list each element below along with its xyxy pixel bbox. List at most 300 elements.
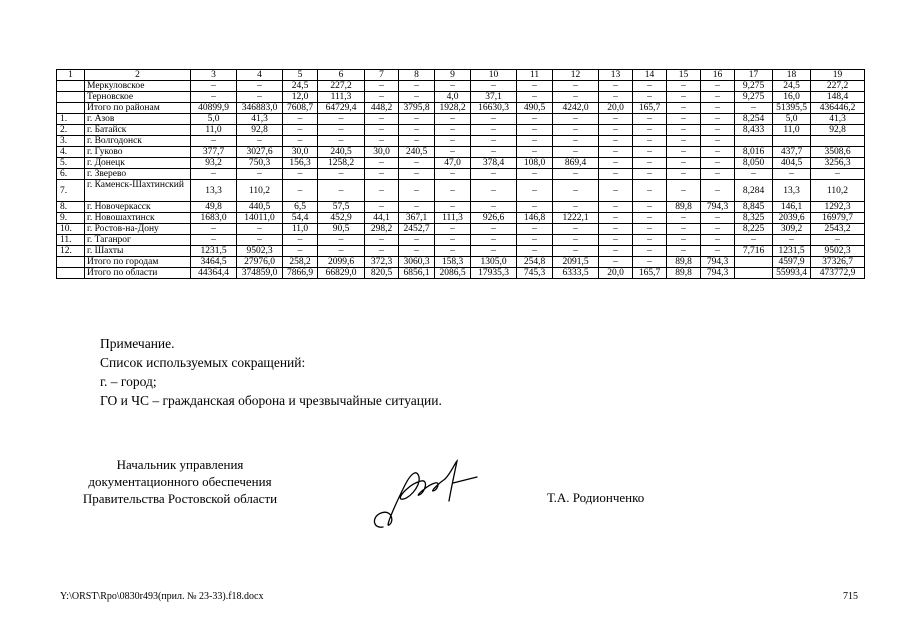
column-number-cell: 18 <box>773 70 811 81</box>
value-cell: 2039,6 <box>773 213 811 224</box>
value-cell: – <box>553 169 599 180</box>
row-name-cell: Меркуловское <box>85 81 191 92</box>
value-cell: 20,0 <box>599 268 633 279</box>
value-cell: – <box>553 136 599 147</box>
value-cell: 7866,9 <box>283 268 318 279</box>
signatory-title <box>60 456 300 507</box>
value-cell: – <box>633 81 667 92</box>
value-cell: – <box>633 147 667 158</box>
column-number-cell: 14 <box>633 70 667 81</box>
value-cell: 66829,0 <box>318 268 365 279</box>
value-cell: – <box>701 180 735 202</box>
value-cell: 41,3 <box>811 114 865 125</box>
value-cell: – <box>435 246 471 257</box>
value-cell: – <box>633 125 667 136</box>
signatory-line: документационного обеспечения <box>88 474 272 489</box>
value-cell: – <box>633 136 667 147</box>
column-number-cell: 1 <box>57 70 85 81</box>
value-cell: – <box>599 81 633 92</box>
value-cell: – <box>599 92 633 103</box>
value-cell: 240,5 <box>399 147 435 158</box>
value-cell: 926,6 <box>471 213 517 224</box>
row-index-cell: 3. <box>57 136 85 147</box>
value-cell: 2543,2 <box>811 224 865 235</box>
value-cell: 794,3 <box>701 268 735 279</box>
table-row <box>57 257 865 268</box>
value-cell: – <box>633 114 667 125</box>
value-cell: – <box>191 92 237 103</box>
value-cell: – <box>633 202 667 213</box>
value-cell: 9,275 <box>735 92 773 103</box>
value-cell: – <box>399 136 435 147</box>
value-cell: – <box>599 158 633 169</box>
row-index-cell: 4. <box>57 147 85 158</box>
value-cell: 227,2 <box>318 81 365 92</box>
value-cell: 1231,5 <box>773 246 811 257</box>
table-row <box>57 125 865 136</box>
value-cell: – <box>667 246 701 257</box>
value-cell: – <box>237 92 283 103</box>
value-cell: 111,3 <box>318 92 365 103</box>
column-number-cell: 10 <box>471 70 517 81</box>
row-name-cell: г. Ростов-на-Дону <box>85 224 191 235</box>
value-cell: – <box>633 180 667 202</box>
value-cell: – <box>191 136 237 147</box>
value-cell: 473772,9 <box>811 268 865 279</box>
value-cell: 3795,8 <box>399 103 435 114</box>
value-cell: – <box>237 136 283 147</box>
value-cell: – <box>667 169 701 180</box>
value-cell: 16630,3 <box>471 103 517 114</box>
value-cell: 298,2 <box>365 224 399 235</box>
value-cell: – <box>599 114 633 125</box>
value-cell: 448,2 <box>365 103 399 114</box>
value-cell: – <box>365 114 399 125</box>
row-name-cell: г. Волгодонск <box>85 136 191 147</box>
value-cell: 820,5 <box>365 268 399 279</box>
value-cell: – <box>667 92 701 103</box>
value-cell: – <box>701 114 735 125</box>
value-cell: 437,7 <box>773 147 811 158</box>
value-cell: – <box>633 92 667 103</box>
value-cell: 110,2 <box>811 180 865 202</box>
value-cell: – <box>599 213 633 224</box>
value-cell: 1222,1 <box>553 213 599 224</box>
value-cell: – <box>553 92 599 103</box>
value-cell: – <box>701 136 735 147</box>
value-cell: – <box>435 147 471 158</box>
value-cell: – <box>435 125 471 136</box>
value-cell: 374859,0 <box>237 268 283 279</box>
column-number-cell: 17 <box>735 70 773 81</box>
value-cell: – <box>633 257 667 268</box>
value-cell: – <box>811 169 865 180</box>
value-cell: 367,1 <box>399 213 435 224</box>
value-cell: – <box>517 92 553 103</box>
value-cell: – <box>283 136 318 147</box>
value-cell: – <box>517 125 553 136</box>
value-cell: – <box>365 202 399 213</box>
value-cell: 110,2 <box>237 180 283 202</box>
value-cell: – <box>237 235 283 246</box>
value-cell: 9,275 <box>735 81 773 92</box>
row-name-cell: г. Азов <box>85 114 191 125</box>
value-cell: 41,3 <box>237 114 283 125</box>
table-row <box>57 180 865 202</box>
value-cell: – <box>599 125 633 136</box>
value-cell: – <box>773 235 811 246</box>
row-name-cell: г. Новошахтинск <box>85 213 191 224</box>
value-cell: – <box>667 125 701 136</box>
value-cell: – <box>365 169 399 180</box>
value-cell: 27976,0 <box>237 257 283 268</box>
table-row <box>57 114 865 125</box>
value-cell: 57,5 <box>318 202 365 213</box>
value-cell: – <box>701 92 735 103</box>
value-cell: 92,8 <box>237 125 283 136</box>
row-index-cell: 8. <box>57 202 85 213</box>
value-cell: 7,716 <box>735 246 773 257</box>
value-cell: 44364,4 <box>191 268 237 279</box>
value-cell: – <box>667 81 701 92</box>
value-cell: 440,5 <box>237 202 283 213</box>
column-number-cell: 7 <box>365 70 399 81</box>
value-cell: – <box>701 125 735 136</box>
value-cell: 4597,9 <box>773 257 811 268</box>
row-index-cell: 7. <box>57 180 85 202</box>
value-cell: 227,2 <box>811 81 865 92</box>
value-cell: – <box>517 136 553 147</box>
value-cell: – <box>471 180 517 202</box>
value-cell: – <box>811 235 865 246</box>
value-cell: 165,7 <box>633 268 667 279</box>
value-cell: 404,5 <box>773 158 811 169</box>
value-cell: 90,5 <box>318 224 365 235</box>
row-index-cell <box>57 268 85 279</box>
value-cell: – <box>435 136 471 147</box>
value-cell: – <box>553 235 599 246</box>
value-cell: – <box>237 81 283 92</box>
value-cell: – <box>471 202 517 213</box>
value-cell: 89,8 <box>667 202 701 213</box>
row-index-cell <box>57 257 85 268</box>
column-number-cell: 2 <box>85 70 191 81</box>
value-cell: – <box>735 235 773 246</box>
row-name-cell: Итого по области <box>85 268 191 279</box>
value-cell: 8,050 <box>735 158 773 169</box>
value-cell: – <box>553 125 599 136</box>
value-cell: 4,0 <box>435 92 471 103</box>
value-cell: 156,3 <box>283 158 318 169</box>
value-cell: – <box>517 235 553 246</box>
value-cell: – <box>399 125 435 136</box>
value-cell: – <box>667 158 701 169</box>
value-cell: 1928,2 <box>435 103 471 114</box>
value-cell: – <box>667 147 701 158</box>
note-title: Примечание. <box>100 336 175 351</box>
value-cell: 93,2 <box>191 158 237 169</box>
value-cell: – <box>283 180 318 202</box>
value-cell: – <box>667 136 701 147</box>
value-cell: – <box>735 103 773 114</box>
table-row <box>57 224 865 235</box>
value-cell <box>735 136 773 147</box>
value-cell: 309,2 <box>773 224 811 235</box>
value-cell: 12,0 <box>283 92 318 103</box>
value-cell: – <box>318 180 365 202</box>
value-cell: 490,5 <box>517 103 553 114</box>
value-cell: 869,4 <box>553 158 599 169</box>
row-name-cell: г. Таганрог <box>85 235 191 246</box>
value-cell: – <box>435 202 471 213</box>
value-cell: 8,433 <box>735 125 773 136</box>
document-path: Y:\ORST\Rpo\0830r493(прил. № 23-33).f18.docx <box>60 591 264 602</box>
value-cell: 1258,2 <box>318 158 365 169</box>
value-cell: – <box>553 81 599 92</box>
value-cell: 37,1 <box>471 92 517 103</box>
value-cell: 158,3 <box>435 257 471 268</box>
row-index-cell: 11. <box>57 235 85 246</box>
row-name-cell: Итого по районам <box>85 103 191 114</box>
note-block <box>100 334 442 410</box>
row-index-cell <box>57 92 85 103</box>
value-cell: – <box>517 147 553 158</box>
value-cell: 146,8 <box>517 213 553 224</box>
value-cell: 89,8 <box>667 257 701 268</box>
value-cell: 9502,3 <box>237 246 283 257</box>
value-cell: – <box>599 136 633 147</box>
value-cell: – <box>471 125 517 136</box>
value-cell: – <box>283 125 318 136</box>
value-cell: 108,0 <box>517 158 553 169</box>
value-cell: 377,7 <box>191 147 237 158</box>
value-cell: 11,0 <box>773 125 811 136</box>
value-cell: – <box>365 158 399 169</box>
value-cell: 6856,1 <box>399 268 435 279</box>
column-number-cell: 13 <box>599 70 633 81</box>
table-row <box>57 202 865 213</box>
value-cell: – <box>701 147 735 158</box>
row-name-cell: г. Шахты <box>85 246 191 257</box>
value-cell: – <box>633 235 667 246</box>
value-cell: 2086,5 <box>435 268 471 279</box>
value-cell: 2091,5 <box>553 257 599 268</box>
value-cell: – <box>553 246 599 257</box>
column-number-cell: 8 <box>399 70 435 81</box>
value-cell: 8,325 <box>735 213 773 224</box>
row-index-cell: 5. <box>57 158 85 169</box>
value-cell: – <box>517 246 553 257</box>
value-cell: – <box>471 81 517 92</box>
value-cell <box>735 257 773 268</box>
table-row <box>57 213 865 224</box>
value-cell: 30,0 <box>283 147 318 158</box>
value-cell: 8,016 <box>735 147 773 158</box>
row-name-cell: г. Каменск-Шахтинский <box>85 180 191 202</box>
value-cell: – <box>399 180 435 202</box>
value-cell: 3508,6 <box>811 147 865 158</box>
value-cell: – <box>435 81 471 92</box>
value-cell: 64729,4 <box>318 103 365 114</box>
row-index-cell <box>57 103 85 114</box>
table-row <box>57 169 865 180</box>
column-number-cell: 15 <box>667 70 701 81</box>
value-cell: 378,4 <box>471 158 517 169</box>
value-cell <box>811 136 865 147</box>
column-number-cell: 11 <box>517 70 553 81</box>
value-cell: – <box>599 169 633 180</box>
row-name-cell: г. Гуково <box>85 147 191 158</box>
column-number-cell: 9 <box>435 70 471 81</box>
value-cell: 8,845 <box>735 202 773 213</box>
value-cell: – <box>365 180 399 202</box>
value-cell: – <box>517 114 553 125</box>
table-row <box>57 81 865 92</box>
value-cell: – <box>237 169 283 180</box>
signatory-line: Начальник управления <box>116 457 244 472</box>
value-cell: – <box>553 147 599 158</box>
value-cell: 240,5 <box>318 147 365 158</box>
value-cell: – <box>318 125 365 136</box>
value-cell: 13,3 <box>773 180 811 202</box>
value-cell: – <box>435 235 471 246</box>
row-index-cell: 1. <box>57 114 85 125</box>
value-cell: 452,9 <box>318 213 365 224</box>
value-cell: – <box>701 213 735 224</box>
table-row <box>57 147 865 158</box>
value-cell: 3256,3 <box>811 158 865 169</box>
value-cell: 20,0 <box>599 103 633 114</box>
value-cell: 111,3 <box>435 213 471 224</box>
value-cell: – <box>471 114 517 125</box>
value-cell: – <box>399 202 435 213</box>
value-cell: 372,3 <box>365 257 399 268</box>
abbr-item: ГО и ЧС – гражданская оборона и чрезвычайные ситуации. <box>100 393 442 408</box>
value-cell: 14011,0 <box>237 213 283 224</box>
row-index-cell: 6. <box>57 169 85 180</box>
value-cell: 24,5 <box>773 81 811 92</box>
column-number-cell: 19 <box>811 70 865 81</box>
data-table <box>56 69 865 279</box>
value-cell: – <box>191 235 237 246</box>
value-cell: – <box>283 246 318 257</box>
value-cell: – <box>399 235 435 246</box>
value-cell: – <box>633 158 667 169</box>
value-cell: 2099,6 <box>318 257 365 268</box>
value-cell: 750,3 <box>237 158 283 169</box>
value-cell <box>735 268 773 279</box>
value-cell: 7608,7 <box>283 103 318 114</box>
value-cell: – <box>701 246 735 257</box>
value-cell: 254,8 <box>517 257 553 268</box>
value-cell: 1683,0 <box>191 213 237 224</box>
value-cell: – <box>599 235 633 246</box>
value-cell: – <box>667 114 701 125</box>
value-cell: – <box>701 169 735 180</box>
value-cell: – <box>667 224 701 235</box>
value-cell: 3060,3 <box>399 257 435 268</box>
value-cell: – <box>283 114 318 125</box>
value-cell: – <box>553 114 599 125</box>
value-cell: 54,4 <box>283 213 318 224</box>
value-cell: – <box>517 224 553 235</box>
value-cell: – <box>399 81 435 92</box>
value-cell: – <box>471 224 517 235</box>
value-cell: – <box>633 169 667 180</box>
value-cell: – <box>667 235 701 246</box>
value-cell: 30,0 <box>365 147 399 158</box>
value-cell: – <box>599 202 633 213</box>
value-cell: – <box>667 213 701 224</box>
value-cell: 8,225 <box>735 224 773 235</box>
column-number-cell: 12 <box>553 70 599 81</box>
value-cell: 5,0 <box>191 114 237 125</box>
value-cell: – <box>191 81 237 92</box>
row-index-cell: 10. <box>57 224 85 235</box>
row-name-cell: г. Новочеркасск <box>85 202 191 213</box>
table-row <box>57 158 865 169</box>
value-cell: 51395,5 <box>773 103 811 114</box>
value-cell: 40899,9 <box>191 103 237 114</box>
value-cell: 346883,0 <box>237 103 283 114</box>
value-cell: – <box>365 81 399 92</box>
value-cell: 745,3 <box>517 268 553 279</box>
value-cell: – <box>471 246 517 257</box>
value-cell: 92,8 <box>811 125 865 136</box>
value-cell: 49,8 <box>191 202 237 213</box>
row-index-cell: 12. <box>57 246 85 257</box>
row-name-cell: г. Зверево <box>85 169 191 180</box>
value-cell: 16979,7 <box>811 213 865 224</box>
value-cell: – <box>191 224 237 235</box>
value-cell: 794,3 <box>701 257 735 268</box>
value-cell: 8,284 <box>735 180 773 202</box>
value-cell: – <box>599 147 633 158</box>
page-number: 715 <box>843 591 858 602</box>
value-cell: 11,0 <box>283 224 318 235</box>
value-cell: – <box>471 136 517 147</box>
row-name-cell: Терновское <box>85 92 191 103</box>
value-cell: 44,1 <box>365 213 399 224</box>
value-cell: – <box>283 169 318 180</box>
row-index-cell: 9. <box>57 213 85 224</box>
value-cell: – <box>237 224 283 235</box>
value-cell: 4242,0 <box>553 103 599 114</box>
value-cell: – <box>517 202 553 213</box>
value-cell: 6333,5 <box>553 268 599 279</box>
value-cell: – <box>318 136 365 147</box>
value-cell: 55993,4 <box>773 268 811 279</box>
row-name-cell: г. Донецк <box>85 158 191 169</box>
value-cell: – <box>399 246 435 257</box>
value-cell: – <box>365 125 399 136</box>
table-row <box>57 235 865 246</box>
value-cell: – <box>471 147 517 158</box>
value-cell: – <box>701 81 735 92</box>
value-cell <box>773 136 811 147</box>
value-cell: – <box>435 224 471 235</box>
value-cell: 1305,0 <box>471 257 517 268</box>
value-cell: – <box>553 202 599 213</box>
value-cell: – <box>599 224 633 235</box>
value-cell: – <box>318 169 365 180</box>
value-cell: – <box>735 169 773 180</box>
value-cell: – <box>517 81 553 92</box>
value-cell: – <box>667 103 701 114</box>
value-cell: 8,254 <box>735 114 773 125</box>
table-row <box>57 92 865 103</box>
value-cell: 2452,7 <box>399 224 435 235</box>
